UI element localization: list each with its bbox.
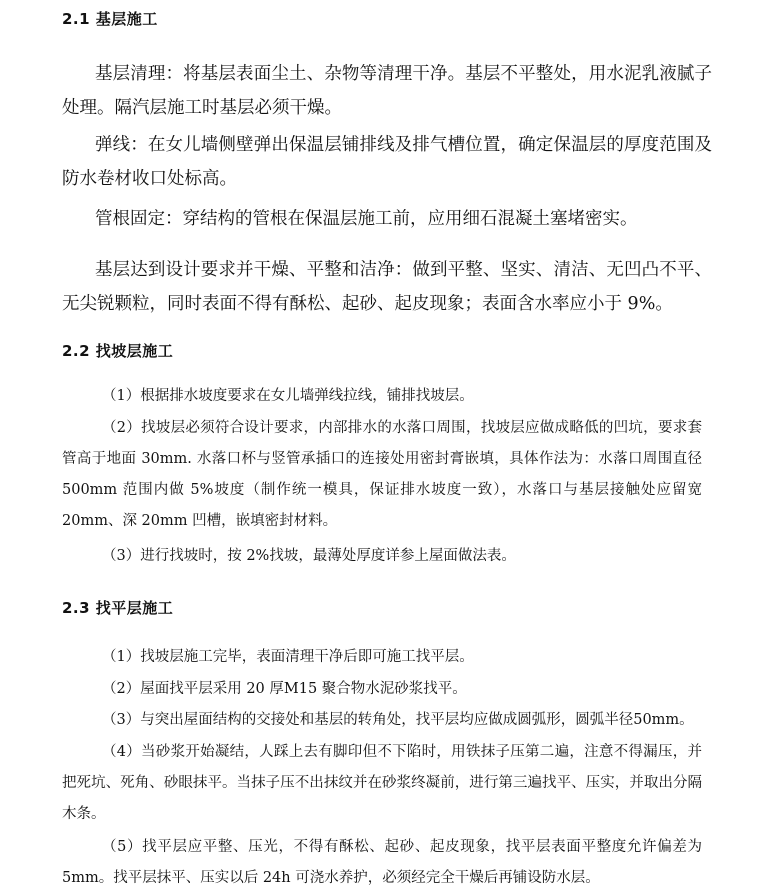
paragraph-leveling-5: （5）找平层应平整、压光，不得有酥松、起砂、起皮现象，找平层表面平整度允许偏差为5mm。找平层抹平、压实以后 24h 可浇水养护，必须经完全干燥后再铺设防水层。: [62, 839, 702, 886]
paragraph-leveling-4: （4）当砂浆开始凝结，人踩上去有脚印但不下陷时，用铁抹子压第二遍，注意不得漏压，并把死坑、死角、砂眼抹平。当抹子压不出抹纹并在砂浆终凝前，进行第三遍找平、压实，并取出分隔木条。: [62, 744, 702, 822]
paragraph-leveling-1: （1）找坡层施工完毕，表面清理干净后即可施工找平层。: [102, 649, 474, 665]
paragraph-leveling-3: （3）与突出屋面结构的交接处和基层的转角处，找平层均应做成圆弧形，圆弧半径50mm。: [102, 712, 694, 728]
paragraph-leveling-2: （2）屋面找平层采用 20 厚M15 聚合物水泥砂浆找平。: [102, 681, 467, 697]
section-heading-2-1: 2.1 基层施工: [62, 10, 158, 28]
paragraph-snap-line: 弹线：在女儿墙侧壁弹出保温层铺排线及排气槽位置，确定保温层的厚度范围及防水卷材收口处标高。: [62, 135, 712, 189]
section-heading-2-3: 2.3 找平层施工: [62, 599, 174, 617]
paragraph-slope-1: （1）根据排水坡度要求在女儿墙弹线拉线，铺排找坡层。: [102, 388, 474, 404]
paragraph-base-cleaning: 基层清理：将基层表面尘土、杂物等清理干净。基层不平整处，用水泥乳液腻子处理。隔汽层施工时基层必须干燥。: [62, 64, 712, 118]
paragraph-slope-3: （3）进行找坡时，按 2%找坡，最薄处厚度详参上屋面做法表。: [102, 548, 516, 564]
paragraph-pipe-root: 管根固定：穿结构的管根在保温层施工前，应用细石混凝土塞堵密实。: [95, 209, 638, 229]
paragraph-base-requirements: 基层达到设计要求并干燥、平整和洁净：做到平整、坚实、清洁、无凹凸不平、无尖锐颗粒，同时表面不得有酥松、起砂、起皮现象；表面含水率应小于 9%。: [62, 260, 712, 314]
paragraph-slope-2: （2）找坡层必须符合设计要求，内部排水的水落口周围，找坡层应做成略低的凹坑，要求套管高于地面 30mm. 水落口杯与竖管承插口的连接处用密封膏嵌填，具体作法为：水落口周围直径 500mm 范围内做 5%坡度（制作统一模具，保证排水坡度一致），水落口与基层接触处应留宽 20mm、深 20mm 凹槽，嵌填密封材料。: [62, 420, 702, 529]
section-heading-2-2: 2.2 找坡层施工: [62, 342, 174, 360]
